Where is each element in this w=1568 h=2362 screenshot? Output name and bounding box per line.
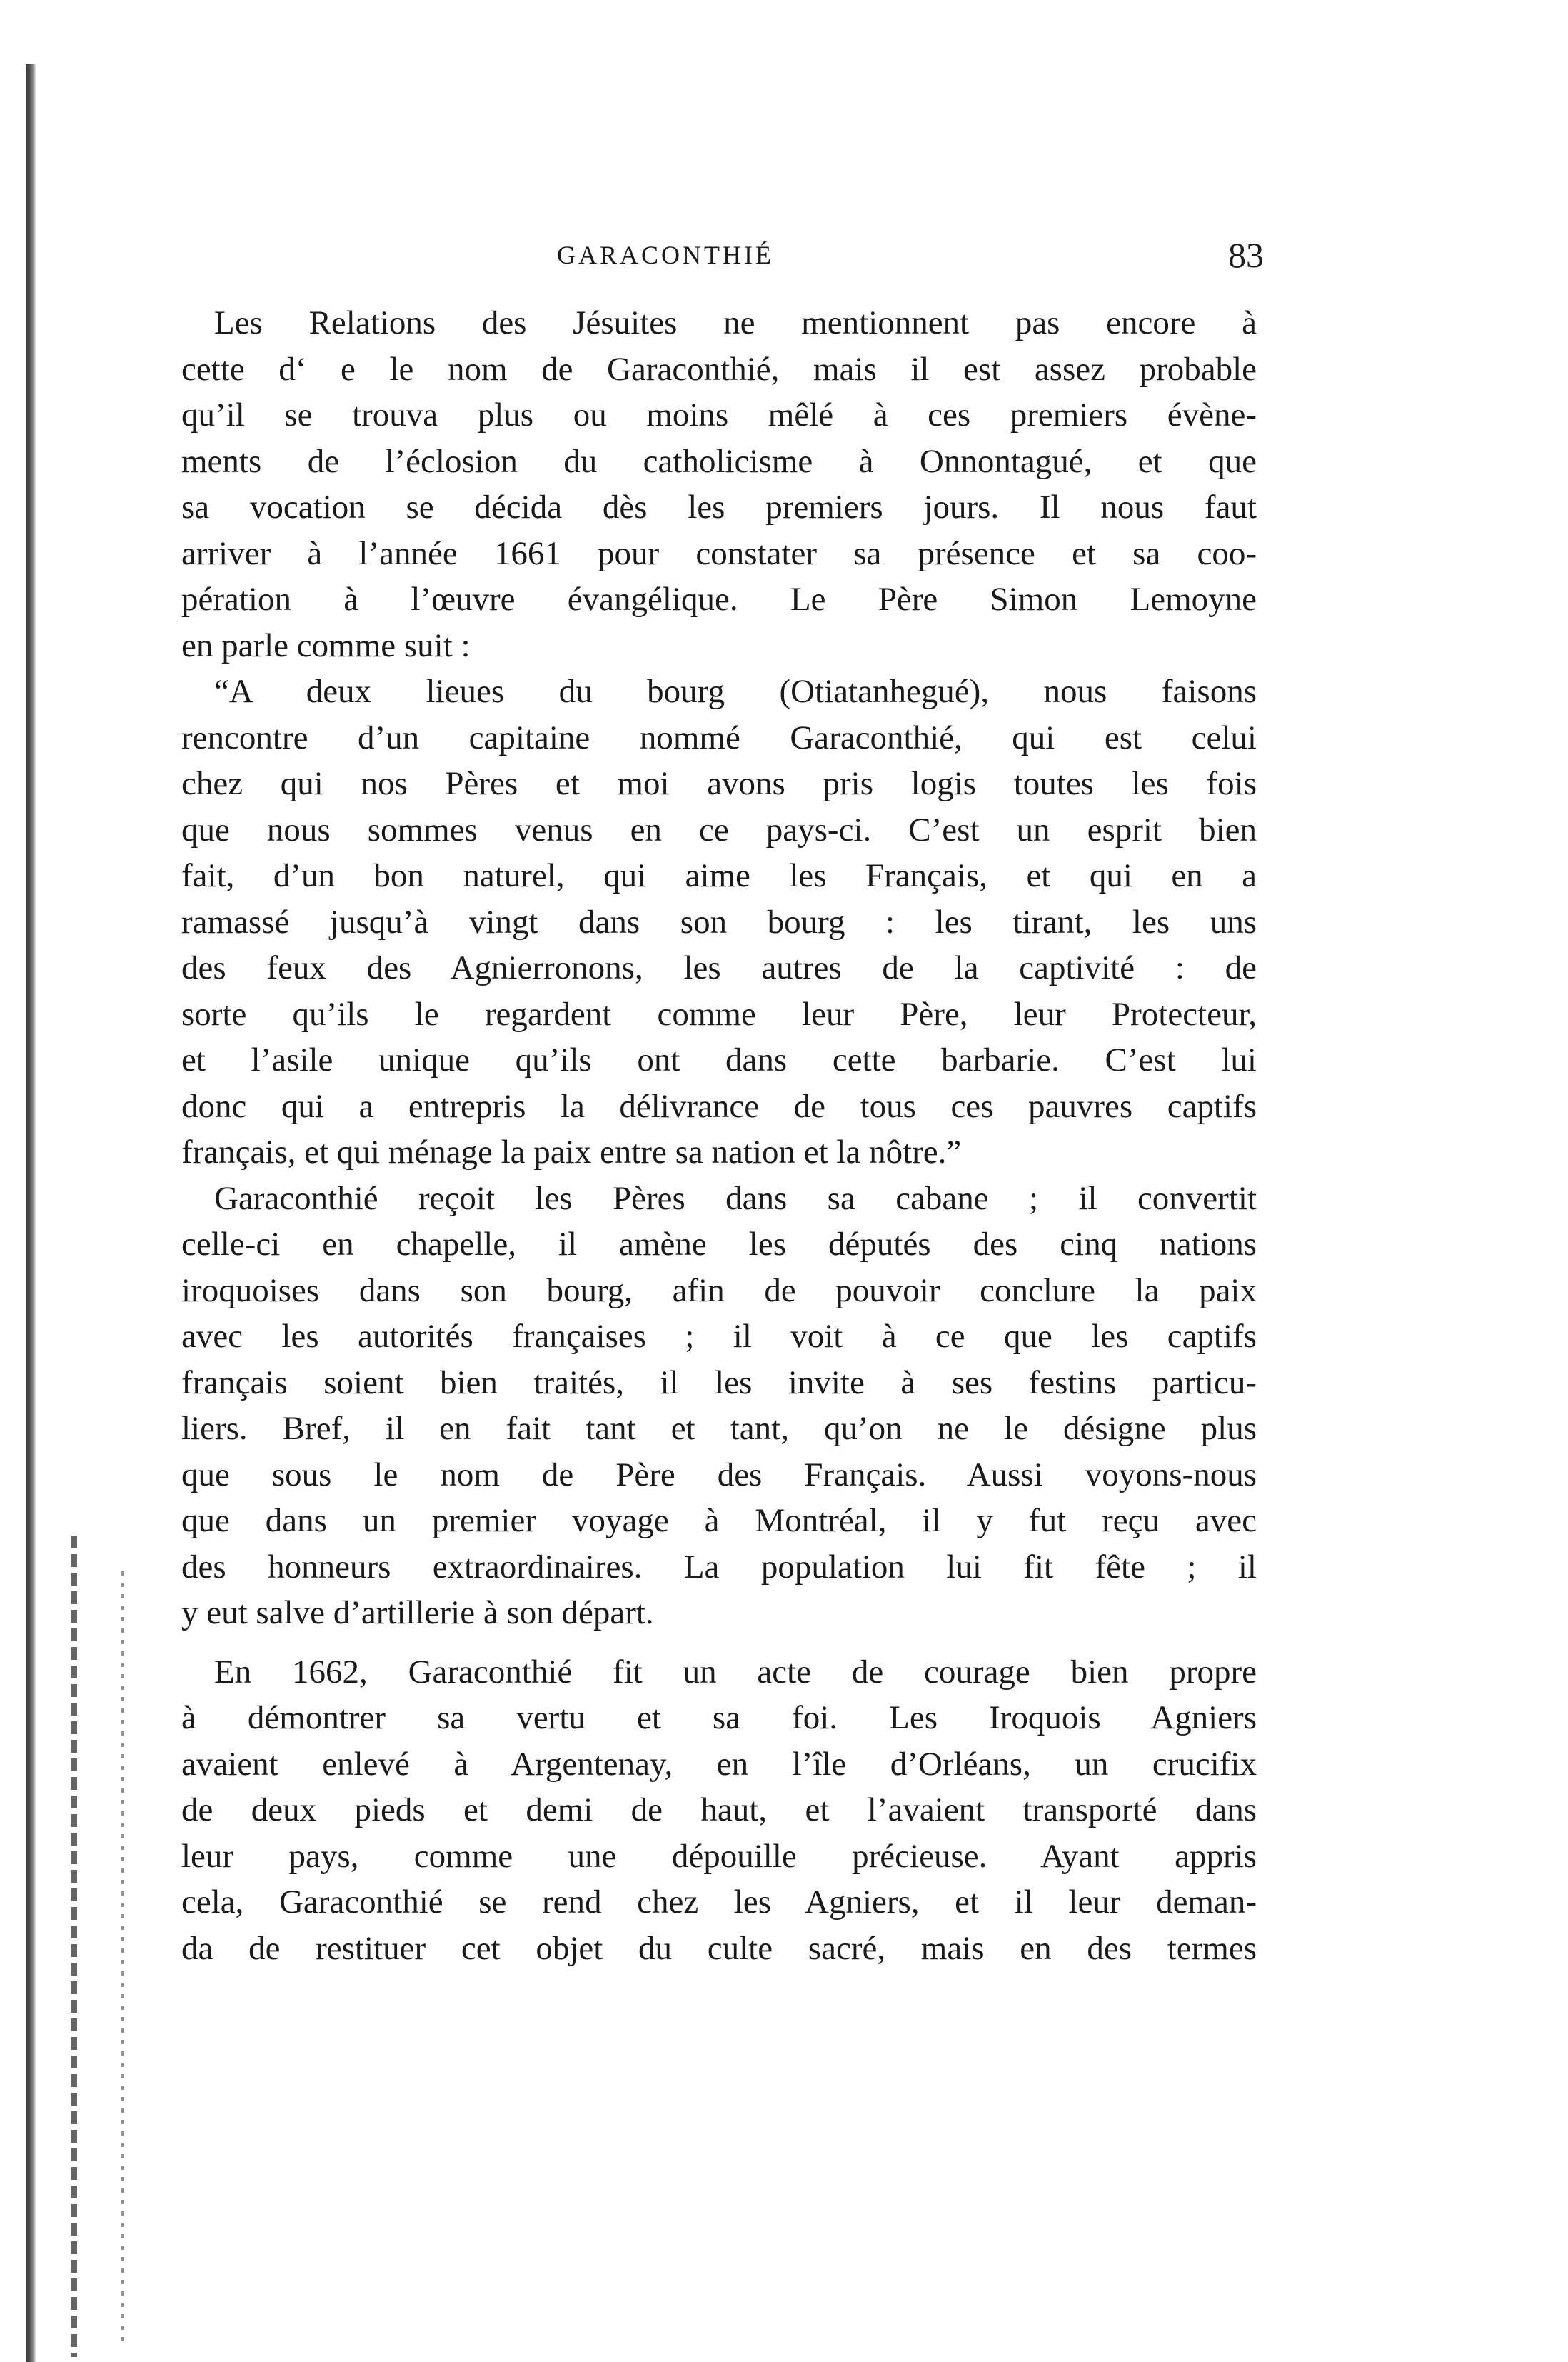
quote-line: sorte qu’ils le regardent comme leur Père, leur Protecteur,	[181, 995, 1257, 1033]
text-line: liers. Bref, il en fait tant et tant, qu’on ne le désigne plus	[181, 1410, 1257, 1447]
text-line: de deux pieds et demi de haut, et l’avaient transporté dans	[181, 1791, 1257, 1828]
text-line: arriver à l’année 1661 pour constater sa présence et sa coo-	[181, 534, 1257, 572]
body-text	[181, 300, 1257, 1971]
text-line: iroquoises dans son bourg, afin de pouvoir conclure la paix	[181, 1271, 1257, 1309]
text-line: ments de l’éclosion du catholicisme à Onnontagué, et que	[181, 442, 1257, 480]
binding-edge-marks	[71, 1536, 77, 2357]
text-line: Garaconthié reçoit les Pères dans sa cabane ; il convertit	[214, 1179, 1257, 1217]
quote-line: chez qui nos Pères et moi avons pris logis toutes les fois	[181, 765, 1257, 802]
quote-line: ramassé jusqu’à vingt dans son bourg : les tirant, les uns	[181, 903, 1257, 941]
text-line: celle-ci en chapelle, il amène les députés des cinq nations	[181, 1226, 1257, 1263]
text-line: pération à l’œuvre évangélique. Le Père Simon Lemoyne	[181, 581, 1257, 618]
text-line: En 1662, Garaconthié fit un acte de courage bien propre	[214, 1653, 1257, 1691]
text-line: cela, Garaconthié se rend chez les Agniers, et il leur deman-	[181, 1883, 1257, 1921]
binding-edge-dots	[121, 1571, 124, 2343]
text-line: à démontrer sa vertu et sa foi. Les Iroquois Agniers	[181, 1699, 1257, 1736]
text-line: da de restituer cet objet du culte sacré, mais en des termes	[181, 1929, 1257, 1967]
page-header	[557, 235, 1271, 283]
quote-line: donc qui a entrepris la délivrance de tous ces pauvres captifs	[181, 1087, 1257, 1125]
text-line: y eut salve d’artillerie à son départ.	[181, 1594, 654, 1631]
quote-line: que nous sommes venus en ce pays-ci. C’est un esprit bien	[181, 811, 1257, 849]
text-line: leur pays, comme une dépouille précieuse. Ayant appris	[181, 1837, 1257, 1875]
text-line: avec les autorités françaises ; il voit à ce que les captifs	[181, 1318, 1257, 1355]
text-line: français soient bien traités, il les invite à ses festins particu-	[181, 1363, 1257, 1401]
quote-line: français, et qui ménage la paix entre sa nation et la nôtre.”	[181, 1134, 962, 1171]
quote-line: “A deux lieues du bourg (Otiatanhegué), nous faisons	[214, 673, 1257, 710]
text-line: des honneurs extraordinaires. La population lui fit fête ; il	[181, 1548, 1257, 1586]
text-line: Les Relations des Jésuites ne mentionnent pas encore à	[214, 304, 1257, 341]
text-line: qu’il se trouva plus ou moins mêlé à ces premiers évène-	[181, 396, 1257, 434]
quote-line: et l’asile unique qu’ils ont dans cette barbarie. C’est lui	[181, 1041, 1257, 1079]
text-line: sa vocation se décida dès les premiers jours. Il nous faut	[181, 489, 1257, 526]
page-number: 83	[1228, 235, 1264, 275]
text-line: en parle comme suit :	[181, 626, 471, 664]
text-line: que sous le nom de Père des Français. Aussi voyons-nous	[181, 1456, 1257, 1493]
binding-edge-shadow	[26, 64, 36, 2362]
quote-line: des feux des Agnierronons, les autres de la captivité : de	[181, 949, 1257, 986]
quote-line: fait, d’un bon naturel, qui aime les Français, et qui en a	[181, 857, 1257, 894]
running-title: GARACONTHIÉ	[557, 241, 774, 269]
quote-line: rencontre d’un capitaine nommé Garaconthié, qui est celui	[181, 719, 1257, 756]
text-line: que dans un premier voyage à Montréal, il y fut reçu avec	[181, 1502, 1257, 1539]
text-line: avaient enlevé à Argentenay, en l’île d’Orléans, un crucifix	[181, 1745, 1257, 1783]
text-line: cette d‘ e le nom de Garaconthié, mais il est assez probable	[181, 350, 1257, 388]
